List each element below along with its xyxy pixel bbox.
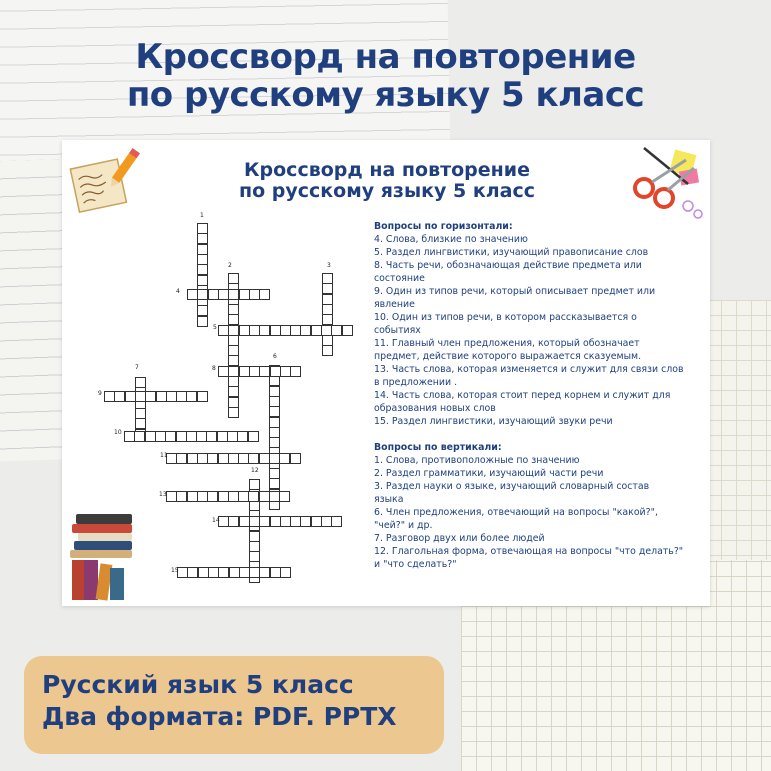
vertical-question-line: 6. Член предложения, отвечающий на вопросы "какой?", <box>374 507 658 518</box>
crossword-cell[interactable] <box>207 491 218 502</box>
crossword-cell[interactable] <box>197 316 208 327</box>
crossword-cell[interactable] <box>331 325 342 336</box>
vertical-question-line: 12. Глагольная форма, отвечающая на вопросы "что делать?" <box>374 546 684 557</box>
horizontal-question-line: событиях <box>374 325 421 336</box>
clue-number: 7 <box>135 364 139 371</box>
crossword-card <box>62 140 710 606</box>
horizontal-question-line: 4. Слова, близкие по значению <box>374 234 528 245</box>
crossword-cell[interactable] <box>228 355 239 366</box>
horizontal-question-line: 11. Главный член предложения, который обозначает <box>374 338 640 349</box>
crossword-cell[interactable] <box>197 233 208 244</box>
page-title-line2: по русскому языку 5 класс <box>126 75 645 115</box>
horizontal-question-line: 10. Один из типов речи, в котором рассказывается о <box>374 312 637 323</box>
horizontal-question-line: в предложении . <box>374 377 458 388</box>
horizontal-question-line: предмет, действие которого выражается сказуемым. <box>374 351 642 362</box>
vertical-question-line: 7. Разговор двух или более людей <box>374 533 545 544</box>
crossword-cell[interactable] <box>322 283 333 294</box>
info-badge <box>24 656 444 754</box>
crossword-cell[interactable] <box>228 516 239 527</box>
crossword-cell[interactable] <box>290 366 301 377</box>
vertical-question-line: языка <box>374 494 404 505</box>
crossword-cell[interactable] <box>114 391 125 402</box>
crossword-cell[interactable] <box>259 325 270 336</box>
horizontal-question-line: 9. Один из типов речи, который описывает предмет или <box>374 286 656 297</box>
page-title-line1: Кроссворд на повторение <box>135 37 636 77</box>
horizontal-question-line: 13. Часть слова, которая изменяется и служит для связи слов <box>374 364 684 375</box>
crossword-cell[interactable] <box>248 491 259 502</box>
crossword-cell[interactable] <box>187 567 198 578</box>
crossword-grid <box>62 140 372 606</box>
crossword-cell[interactable] <box>322 345 333 356</box>
crossword-cell[interactable] <box>269 478 280 489</box>
clue-number: 3 <box>327 262 331 269</box>
crossword-cell[interactable] <box>279 453 290 464</box>
crossword-cell[interactable] <box>197 305 208 316</box>
clue-number: 6 <box>273 353 277 360</box>
vertical-question-line: и "что сделать?" <box>374 559 457 570</box>
clue-number: 1 <box>200 212 204 219</box>
crossword-cell[interactable] <box>300 516 311 527</box>
crossword-cell[interactable] <box>290 453 301 464</box>
crossword-cell[interactable] <box>135 418 146 429</box>
horizontal-question-line: 15. Раздел лингвистики, изучающий звуки речи <box>374 416 613 427</box>
horizontal-question-line: образования новых слов <box>374 403 496 414</box>
crossword-cell[interactable] <box>331 516 342 527</box>
crossword-cell[interactable] <box>197 289 208 300</box>
clue-number: 15 <box>171 567 179 574</box>
crossword-cell[interactable] <box>176 453 187 464</box>
crossword-cell[interactable] <box>207 453 218 464</box>
crossword-cell[interactable] <box>322 314 333 325</box>
crossword-cell[interactable] <box>279 491 290 502</box>
horizontal-question-line: 14. Часть слова, которая стоит перед корнем и служит для <box>374 390 671 401</box>
clue-number: 12 <box>251 467 259 474</box>
horizontal-question-line: явление <box>374 299 415 310</box>
card-title-line1: Кроссворд на повторение <box>244 159 530 181</box>
clue-number: 4 <box>176 288 180 295</box>
crossword-cell[interactable] <box>300 325 311 336</box>
crossword-cell[interactable] <box>145 391 156 402</box>
vertical-question-line: 1. Слова, противоположные по значению <box>374 455 580 466</box>
questions-panel <box>374 220 694 571</box>
clue-number: 8 <box>212 365 216 372</box>
scissors-icon <box>624 144 708 224</box>
clue-number: 14 <box>212 517 220 524</box>
crossword-cell[interactable] <box>176 491 187 502</box>
clue-number: 2 <box>228 262 232 269</box>
crossword-cell[interactable] <box>280 567 291 578</box>
crossword-cell[interactable] <box>218 366 229 377</box>
crossword-cell[interactable] <box>342 325 353 336</box>
vertical-question-line: "чей?" и др. <box>374 520 433 531</box>
horizontal-header: Вопросы по горизонтали: <box>374 221 513 232</box>
crossword-cell[interactable] <box>259 567 270 578</box>
crossword-cell[interactable] <box>259 289 270 300</box>
crossword-cell[interactable] <box>186 391 197 402</box>
crossword-cell[interactable] <box>218 325 229 336</box>
horizontal-questions-list <box>374 233 694 428</box>
vertical-question-line: 3. Раздел науки о языке, изучающий словарный состав <box>374 481 650 492</box>
horizontal-question-line: 5. Раздел лингвистики, изучающий правописание слов <box>374 247 649 258</box>
clue-number: 13 <box>159 491 167 498</box>
card-title-line2: по русскому языку 5 класс <box>238 180 536 202</box>
crossword-cell[interactable] <box>134 431 145 442</box>
horizontal-question-line: 8. Часть речи, обозначающая действие предмета или <box>374 260 642 271</box>
crossword-cell[interactable] <box>197 264 208 275</box>
crossword-cell[interactable] <box>248 453 259 464</box>
crossword-cell[interactable] <box>228 289 239 300</box>
badge-line2: Два формата: PDF. PPTX <box>42 702 397 731</box>
clue-number: 11 <box>160 452 168 459</box>
clue-number: 10 <box>114 429 122 436</box>
crossword-cell[interactable] <box>237 431 248 442</box>
vertical-header: Вопросы по вертикали: <box>374 442 502 453</box>
crossword-cell[interactable] <box>165 431 176 442</box>
page-title <box>0 38 771 114</box>
vertical-questions-list <box>374 454 694 571</box>
crossword-cell[interactable] <box>228 407 239 418</box>
badge-line1: Русский язык 5 класс <box>42 670 354 699</box>
crossword-cell[interactable] <box>259 516 270 527</box>
crossword-cell[interactable] <box>248 431 259 442</box>
crossword-cell[interactable] <box>228 386 239 397</box>
crossword-cell[interactable] <box>197 391 208 402</box>
crossword-cell[interactable] <box>269 406 280 417</box>
clue-number: 9 <box>98 390 102 397</box>
crossword-cell[interactable] <box>206 431 217 442</box>
horizontal-question-line: состояние <box>374 273 425 284</box>
crossword-cell[interactable] <box>218 567 229 578</box>
crossword-cell[interactable] <box>259 366 270 377</box>
clue-number: 5 <box>213 324 217 331</box>
vertical-question-line: 2. Раздел грамматики, изучающий части речи <box>374 468 604 479</box>
crossword-cell[interactable] <box>228 314 239 325</box>
